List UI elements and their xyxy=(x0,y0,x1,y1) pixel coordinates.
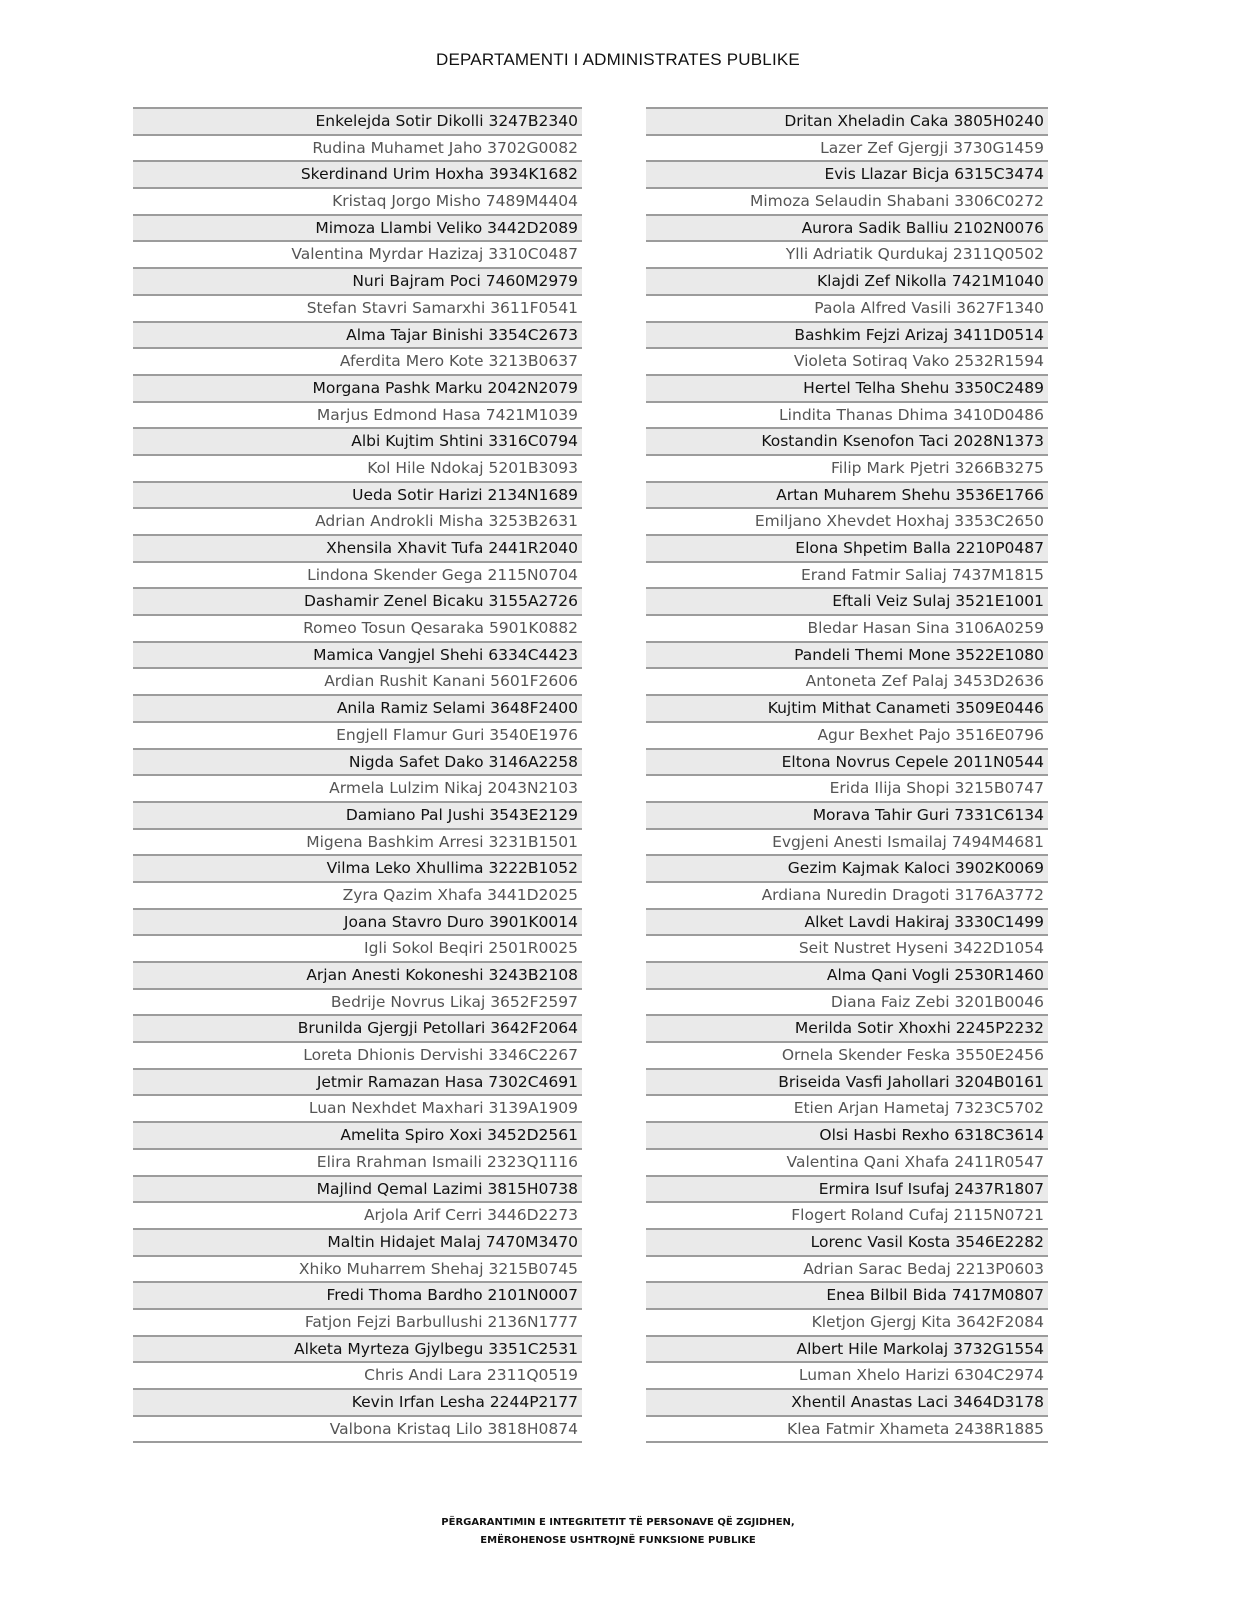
list-item: Fatjon Fejzi Barbullushi 2136N1777 xyxy=(133,1308,582,1335)
list-item: Aferdita Mero Kote 3213B0637 xyxy=(133,347,582,374)
list-item: Bledar Hasan Sina 3106A0259 xyxy=(646,614,1048,641)
list-item: Mimoza Llambi Veliko 3442D2089 xyxy=(133,214,582,241)
list-item: Valentina Qani Xhafa 2411R0547 xyxy=(646,1148,1048,1175)
list-item: Xhiko Muharrem Shehaj 3215B0745 xyxy=(133,1255,582,1282)
list-item: Nuri Bajram Poci 7460M2979 xyxy=(133,267,582,294)
list-item: Zyra Qazim Xhafa 3441D2025 xyxy=(133,881,582,908)
list-item: Mamica Vangjel Shehi 6334C4423 xyxy=(133,641,582,668)
list-item: Anila Ramiz Selami 3648F2400 xyxy=(133,694,582,721)
list-item: Albi Kujtim Shtini 3316C0794 xyxy=(133,427,582,454)
list-item: Valentina Myrdar Hazizaj 3310C0487 xyxy=(133,240,582,267)
list-item: Elira Rrahman Ismaili 2323Q1116 xyxy=(133,1148,582,1175)
list-item: Majlind Qemal Lazimi 3815H0738 xyxy=(133,1175,582,1202)
list-item: Stefan Stavri Samarxhi 3611F0541 xyxy=(133,294,582,321)
left-name-list xyxy=(133,107,582,1443)
list-item: Lazer Zef Gjergji 3730G1459 xyxy=(646,134,1048,161)
list-item: Kevin Irfan Lesha 2244P2177 xyxy=(133,1388,582,1415)
list-item: Ardian Rushit Kanani 5601F2606 xyxy=(133,667,582,694)
list-item: Seit Nustret Hyseni 3422D1054 xyxy=(646,934,1048,961)
list-item: Joana Stavro Duro 3901K0014 xyxy=(133,908,582,935)
list-item: Vilma Leko Xhullima 3222B1052 xyxy=(133,854,582,881)
list-item: Bashkim Fejzi Arizaj 3411D0514 xyxy=(646,321,1048,348)
list-item: Lindona Skender Gega 2115N0704 xyxy=(133,561,582,588)
list-item: Migena Bashkim Arresi 3231B1501 xyxy=(133,828,582,855)
page-footer xyxy=(0,1514,1236,1550)
list-item: Pandeli Themi Mone 3522E1080 xyxy=(646,641,1048,668)
list-item: Etien Arjan Hametaj 7323C5702 xyxy=(646,1094,1048,1121)
list-item: Morava Tahir Guri 7331C6134 xyxy=(646,801,1048,828)
footer-line-1: PËRGARANTIMIN E INTEGRITETIT TË PERSONAVE QË ZGJIDHEN, xyxy=(441,1517,795,1528)
list-item: Evis Llazar Bicja 6315C3474 xyxy=(646,160,1048,187)
list-item: Alket Lavdi Hakiraj 3330C1499 xyxy=(646,908,1048,935)
list-item: Fredi Thoma Bardho 2101N0007 xyxy=(133,1281,582,1308)
list-item: Kristaq Jorgo Misho 7489M4404 xyxy=(133,187,582,214)
list-item: Erida Ilija Shopi 3215B0747 xyxy=(646,774,1048,801)
list-item: Marjus Edmond Hasa 7421M1039 xyxy=(133,401,582,428)
list-item: Antoneta Zef Palaj 3453D2636 xyxy=(646,667,1048,694)
list-item: Briseida Vasfi Jahollari 3204B0161 xyxy=(646,1068,1048,1095)
list-item: Ueda Sotir Harizi 2134N1689 xyxy=(133,481,582,508)
list-item: Eftali Veiz Sulaj 3521E1001 xyxy=(646,587,1048,614)
list-item: Igli Sokol Beqiri 2501R0025 xyxy=(133,934,582,961)
list-item: Alma Qani Vogli 2530R1460 xyxy=(646,961,1048,988)
list-item: Armela Lulzim Nikaj 2043N2103 xyxy=(133,774,582,801)
list-item: Brunilda Gjergji Petollari 3642F2064 xyxy=(133,1014,582,1041)
list-item: Skerdinand Urim Hoxha 3934K1682 xyxy=(133,160,582,187)
list-item: Chris Andi Lara 2311Q0519 xyxy=(133,1361,582,1388)
list-item: Diana Faiz Zebi 3201B0046 xyxy=(646,988,1048,1015)
list-item: Xhentil Anastas Laci 3464D3178 xyxy=(646,1388,1048,1415)
list-item: Ylli Adriatik Qurdukaj 2311Q0502 xyxy=(646,240,1048,267)
list-item: Kostandin Ksenofon Taci 2028N1373 xyxy=(646,427,1048,454)
list-item: Adrian Androkli Misha 3253B2631 xyxy=(133,507,582,534)
list-item: Ornela Skender Feska 3550E2456 xyxy=(646,1041,1048,1068)
list-item: Mimoza Selaudin Shabani 3306C0272 xyxy=(646,187,1048,214)
list-item: Agur Bexhet Pajo 3516E0796 xyxy=(646,721,1048,748)
list-item: Gezim Kajmak Kaloci 3902K0069 xyxy=(646,854,1048,881)
list-divider xyxy=(133,1441,582,1443)
list-item: Alketa Myrteza Gjylbegu 3351C2531 xyxy=(133,1335,582,1362)
list-item: Enkelejda Sotir Dikolli 3247B2340 xyxy=(133,107,582,134)
list-item: Olsi Hasbi Rexho 6318C3614 xyxy=(646,1121,1048,1148)
list-divider xyxy=(646,1441,1048,1443)
list-item: Xhensila Xhavit Tufa 2441R2040 xyxy=(133,534,582,561)
list-item: Ardiana Nuredin Dragoti 3176A3772 xyxy=(646,881,1048,908)
right-name-list xyxy=(646,107,1048,1443)
list-item: Aurora Sadik Balliu 2102N0076 xyxy=(646,214,1048,241)
list-item: Elona Shpetim Balla 2210P0487 xyxy=(646,534,1048,561)
list-item: Bedrije Novrus Likaj 3652F2597 xyxy=(133,988,582,1015)
list-item: Albert Hile Markolaj 3732G1554 xyxy=(646,1335,1048,1362)
list-item: Kol Hile Ndokaj 5201B3093 xyxy=(133,454,582,481)
list-item: Dritan Xheladin Caka 3805H0240 xyxy=(646,107,1048,134)
page-title: DEPARTAMENTI I ADMINISTRATES PUBLIKE xyxy=(436,50,800,69)
list-item: Luan Nexhdet Maxhari 3139A1909 xyxy=(133,1094,582,1121)
list-item: Ermira Isuf Isufaj 2437R1807 xyxy=(646,1175,1048,1202)
list-item: Artan Muharem Shehu 3536E1766 xyxy=(646,481,1048,508)
list-item: Romeo Tosun Qesaraka 5901K0882 xyxy=(133,614,582,641)
list-item: Filip Mark Pjetri 3266B3275 xyxy=(646,454,1048,481)
list-item: Engjell Flamur Guri 3540E1976 xyxy=(133,721,582,748)
list-item: Violeta Sotiraq Vako 2532R1594 xyxy=(646,347,1048,374)
footer-line-2: EMËROHENOSE USHTROJNË FUNKSIONE PUBLIKE xyxy=(480,1535,756,1546)
list-item: Adrian Sarac Bedaj 2213P0603 xyxy=(646,1255,1048,1282)
list-item: Klea Fatmir Xhameta 2438R1885 xyxy=(646,1415,1048,1442)
list-item: Morgana Pashk Marku 2042N2079 xyxy=(133,374,582,401)
list-item: Kletjon Gjergj Kita 3642F2084 xyxy=(646,1308,1048,1335)
list-item: Evgjeni Anesti Ismailaj 7494M4681 xyxy=(646,828,1048,855)
list-item: Arjola Arif Cerri 3446D2273 xyxy=(133,1201,582,1228)
list-item: Flogert Roland Cufaj 2115N0721 xyxy=(646,1201,1048,1228)
list-item: Loreta Dhionis Dervishi 3346C2267 xyxy=(133,1041,582,1068)
list-item: Dashamir Zenel Bicaku 3155A2726 xyxy=(133,587,582,614)
list-item: Amelita Spiro Xoxi 3452D2561 xyxy=(133,1121,582,1148)
list-item: Merilda Sotir Xhoxhi 2245P2232 xyxy=(646,1014,1048,1041)
list-item: Erand Fatmir Saliaj 7437M1815 xyxy=(646,561,1048,588)
list-item: Maltin Hidajet Malaj 7470M3470 xyxy=(133,1228,582,1255)
list-item: Luman Xhelo Harizi 6304C2974 xyxy=(646,1361,1048,1388)
list-item: Nigda Safet Dako 3146A2258 xyxy=(133,748,582,775)
list-item: Lorenc Vasil Kosta 3546E2282 xyxy=(646,1228,1048,1255)
list-item: Damiano Pal Jushi 3543E2129 xyxy=(133,801,582,828)
list-item: Rudina Muhamet Jaho 3702G0082 xyxy=(133,134,582,161)
list-item: Eltona Novrus Cepele 2011N0544 xyxy=(646,748,1048,775)
list-item: Arjan Anesti Kokoneshi 3243B2108 xyxy=(133,961,582,988)
list-item: Lindita Thanas Dhima 3410D0486 xyxy=(646,401,1048,428)
list-item: Jetmir Ramazan Hasa 7302C4691 xyxy=(133,1068,582,1095)
list-item: Enea Bilbil Bida 7417M0807 xyxy=(646,1281,1048,1308)
list-item: Paola Alfred Vasili 3627F1340 xyxy=(646,294,1048,321)
list-item: Emiljano Xhevdet Hoxhaj 3353C2650 xyxy=(646,507,1048,534)
list-item: Valbona Kristaq Lilo 3818H0874 xyxy=(133,1415,582,1442)
list-item: Hertel Telha Shehu 3350C2489 xyxy=(646,374,1048,401)
list-item: Klajdi Zef Nikolla 7421M1040 xyxy=(646,267,1048,294)
list-item: Kujtim Mithat Canameti 3509E0446 xyxy=(646,694,1048,721)
list-item: Alma Tajar Binishi 3354C2673 xyxy=(133,321,582,348)
